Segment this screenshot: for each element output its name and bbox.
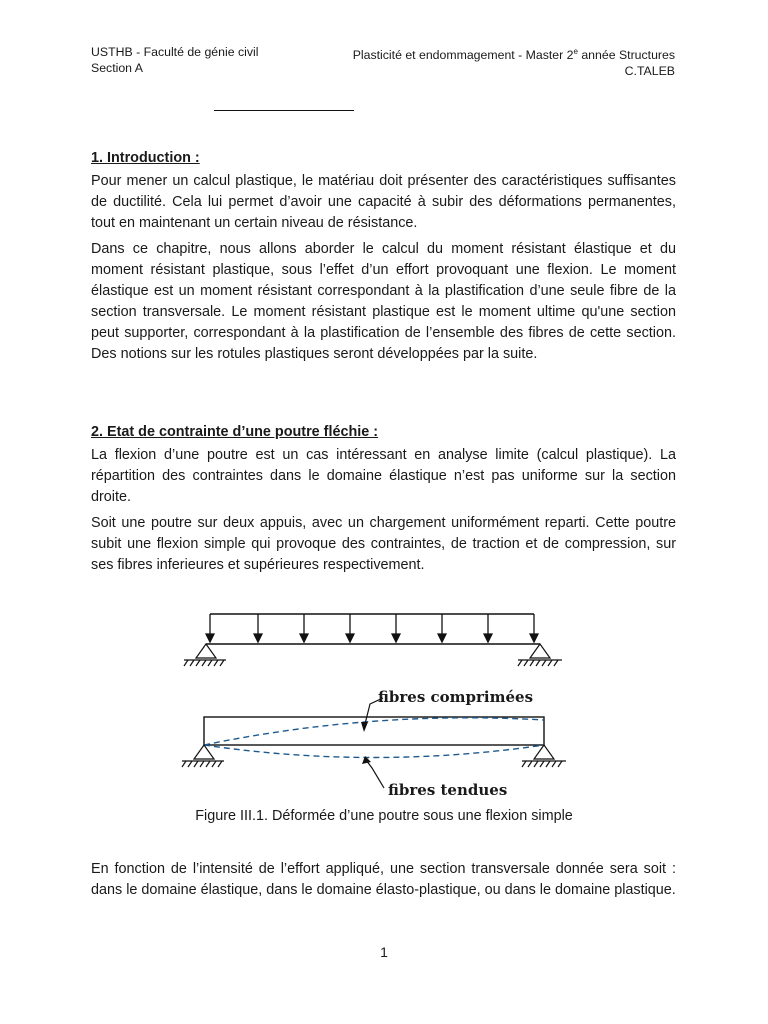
paragraph-chapter-scope: Dans ce chapitre, nous allons aborder le calcul du moment résistant élastique et du moment résistant plastique, sous l’effet d’un effort provoquant une flexion. Le moment élastique est un moment résistant correspondant à la plastification d’une seule fibre de la section transversale. Le moment résistant plastique est le moment ultime qu'une section peut supporter, correspondant à la plastification de l’ensemble des fibres de cette section. Des notions sur les rotules plastiques seront développées par la suite. xyxy=(91,241,676,362)
header-section: Section A xyxy=(91,61,143,75)
support-left-top xyxy=(184,644,226,666)
figure-caption: Figure III.1. Déformée d’une poutre sous une flexion simple xyxy=(195,808,573,824)
header-course xyxy=(353,44,675,63)
header-course-end: année Structures xyxy=(577,48,675,63)
heading-stress-state: 2. Etat de contrainte d’une poutre fléchie : xyxy=(91,424,379,440)
header-institution: USTHB - Faculté de génie civil xyxy=(91,45,259,59)
bottom-beam xyxy=(182,698,566,788)
paragraph-ductility: Pour mener un calcul plastique, le matériau doit présenter des caractéristiques suffisantes de ductilité. Cela lui permet d’avoir une capacité à subir des déformations permanentes, tout en maintenant un certain niveau de résistance. xyxy=(91,173,676,231)
paragraph-beam: Soit une poutre sur deux appuis, avec un chargement uniformément reparti. Cette poutre subit une flexion simple qui provoque des contraintes, de traction et de compression, sur ses fibres inferieures et supérieures respectivement. xyxy=(91,515,676,573)
section-stress-state xyxy=(91,422,676,576)
header-author: C.TALEB xyxy=(624,64,675,79)
section-introduction xyxy=(91,148,676,365)
support-right-top xyxy=(518,644,562,666)
label-tension-fibers: fibres tendues xyxy=(388,781,508,799)
figure-beam-deflection xyxy=(178,600,598,805)
deformed-upper-fiber xyxy=(204,718,544,745)
support-right-bottom xyxy=(522,745,566,767)
paragraph-domains: En fonction de l’intensité de l’effort appliqué, une section transversale donnée sera soit : dans le domaine élastique, dans le domaine élasto-plastique, ou dans le domaine plastique. xyxy=(91,861,676,898)
top-beam xyxy=(184,614,562,666)
title-rule xyxy=(214,110,354,111)
heading-introduction: 1. Introduction : xyxy=(91,150,200,166)
header-right xyxy=(353,44,675,79)
header-course-sup: e xyxy=(573,47,578,56)
label-compressed-fibers: fibres comprimées xyxy=(378,688,534,706)
deformed-lower-fiber xyxy=(204,745,544,758)
load-arrows xyxy=(206,614,538,642)
support-left-bottom xyxy=(182,745,224,767)
paragraph-flexion: La flexion d’une poutre est un cas intéressant en analyse limite (calcul plastique). La répartition des contraintes dans le domaine élastique n’est pas uniforme sur la section droite. xyxy=(91,447,676,505)
leader-tension xyxy=(366,760,384,788)
header-left xyxy=(91,44,258,76)
section-domains xyxy=(91,859,676,901)
page-number: 1 xyxy=(380,944,388,960)
header-course-main: Plasticité et endommagement - Master 2 xyxy=(352,48,574,63)
